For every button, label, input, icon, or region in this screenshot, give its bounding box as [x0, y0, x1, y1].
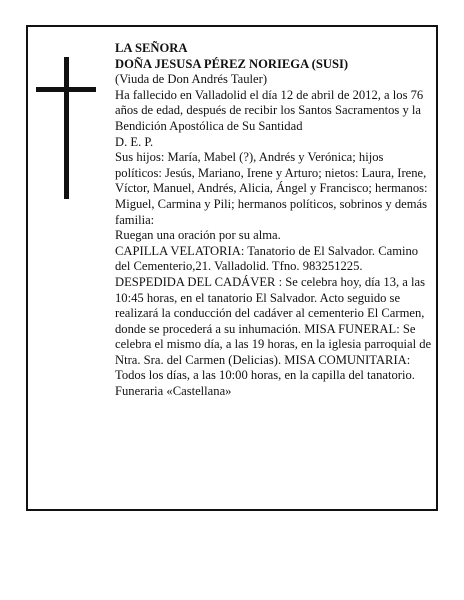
notice-text	[115, 41, 433, 400]
widow-of: (Viuda de Don Andrés Tauler)	[115, 72, 268, 87]
rip-text: D. E. P.	[115, 134, 154, 149]
cross-horizontal-bar	[36, 87, 96, 92]
notice-header: LA SEÑORA	[115, 41, 188, 55]
latin-cross-icon	[36, 57, 96, 199]
prayer-request: Ruegan una oración por su alma.	[115, 228, 281, 243]
chapel-info: CAPILLA VELATORIA: Tanatorio de El Salvador. Camino del Cementerio,21. Valladolid. Tfno. 983251225.	[115, 243, 419, 274]
funeral-home: Funeraria «Castellana»	[115, 384, 232, 399]
obituary-notice	[26, 25, 438, 511]
cross-vertical-bar	[64, 57, 69, 199]
death-announcement: Ha fallecido en Valladolid el día 12 de abril de 2012, a los 76 años de edad, después de recibir los Santos Sacramentos y la Bendición Apostólica de Su Santidad	[115, 87, 424, 133]
farewell-and-mass-info: DESPEDIDA DEL CADÁVER : Se celebra hoy, día 13, a las 10:45 horas, en el tanatorio El Salvador. Acto seguido se realizará la conducción del cadáver al cementerio El Carmen, donde se procederá a su inhumación. MISA FUNERAL: Se celebra el mismo día, a las 19 horas, en la iglesia parroquial de Ntra. Sra. del Carmen (Delicias). MISA COMUNITARIA: Todos los días, a las 10:00 horas, en la capilla del tanatorio.	[115, 274, 432, 383]
family-list: Sus hijos: María, Mabel (?), Andrés y Verónica; hijos políticos: Jesús, Mariano, Irene y Arturo; nietos: Laura, Irene, Víctor, Manuel, Andrés, Alicia, Ángel y Francisco; hermanos: Miguel, Carmina y Pili; hermanos políticos, sobrinos y demás familia:	[115, 150, 428, 227]
deceased-name: DOÑA JESUSA PÉREZ NORIEGA (SUSI)	[115, 56, 349, 71]
